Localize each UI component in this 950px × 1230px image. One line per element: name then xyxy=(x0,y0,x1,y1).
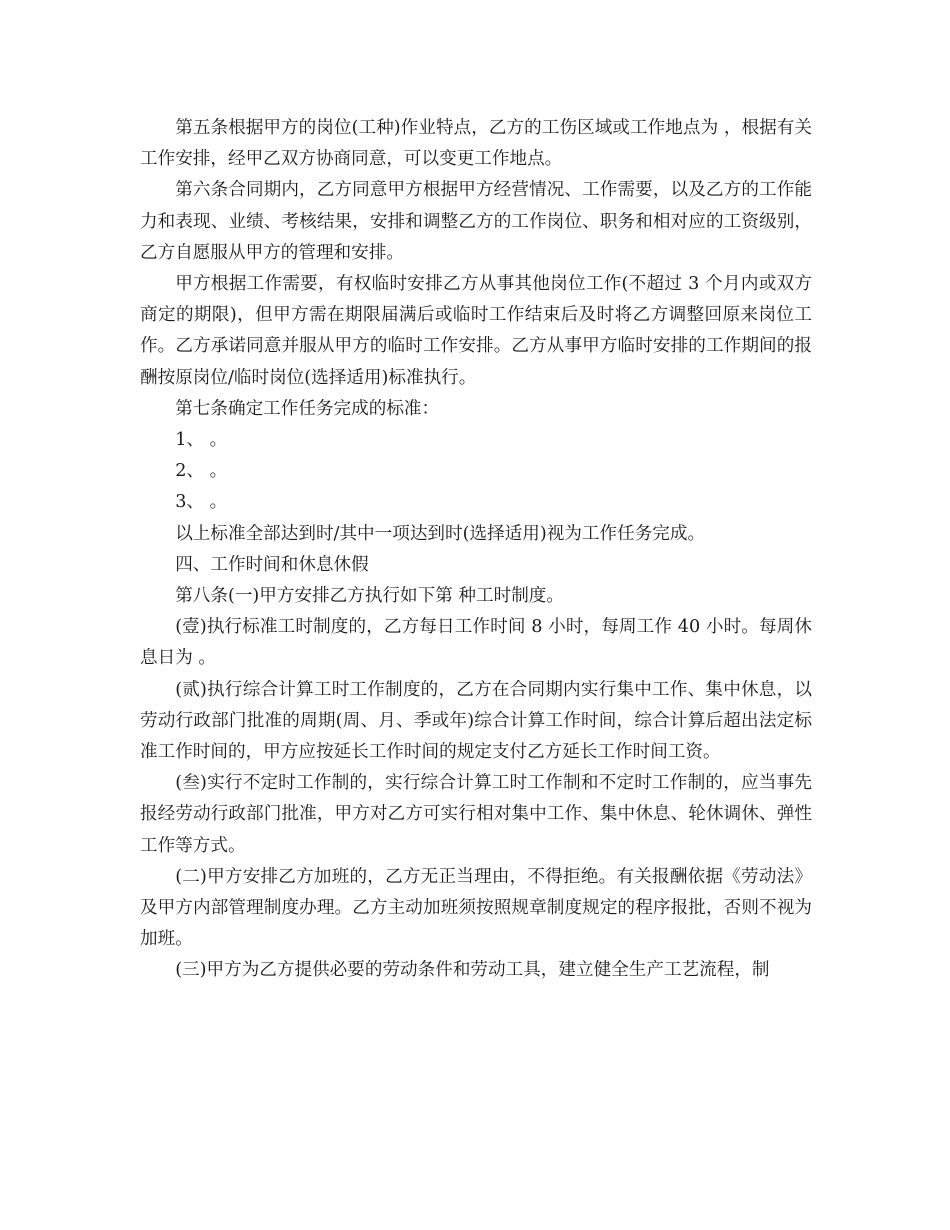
paragraph-standard-hours: (壹)执行标准工时制度的，乙方每日工作时间 8 小时，每周工作 40 小时。每周休息日为 。 xyxy=(140,617,812,669)
paragraph-comprehensive-hours: (贰)执行综合计算工时工作制度的，乙方在合同期内实行集中工作、集中休息，以劳动行政部门批准的周期(周、月、季或年)综合计算工作时间，综合计算后超出法定标准工作时间的，甲方应按延长工作时间的规定支付乙方延长工作时间工资。 xyxy=(140,679,812,763)
paragraph-article-7: 第七条确定工作任务完成的标准： xyxy=(175,398,440,419)
paragraph-article-6: 第六条合同期内，乙方同意甲方根据甲方经营情况、工作需要，以及乙方的工作能力和表现、业绩、考核结果，安排和调整乙方的工作岗位、职务和相对应的工资级别，乙方自愿服从甲方的管理和安排。 xyxy=(140,180,812,263)
list-item-standard-3: 3、 。 xyxy=(175,492,228,513)
paragraph-standards-summary: 以上标准全部达到时/其中一项达到时(选择适用)视为工作任务完成。 xyxy=(175,523,706,544)
section-heading-work-hours: 四、工作时间和休息休假 xyxy=(175,554,369,575)
contract-body-text xyxy=(140,113,812,987)
paragraph-article-8: 第八条(一)甲方安排乙方执行如下第 种工时制度。 xyxy=(175,586,564,607)
list-item-standard-2: 2、 。 xyxy=(175,461,228,482)
paragraph-overtime: (二)甲方安排乙方加班的，乙方无正当理由，不得拒绝。有关报酬依据《劳动法》及甲方内部管理制度办理。乙方主动加班须按照规章制度规定的程序报批，否则不视为加班。 xyxy=(140,866,812,950)
paragraph-working-conditions: (三)甲方为乙方提供必要的劳动条件和劳动工具，建立健全生产工艺流程，制 xyxy=(175,960,770,981)
paragraph-flexible-hours: (叁)实行不定时工作制的，实行综合计算工时工作制和不定时工作制的，应当事先报经劳动行政部门批准，甲方对乙方可实行相对集中工作、集中休息、轮休调休、弹性工作等方式。 xyxy=(140,773,812,856)
paragraph-temporary-assignment: 甲方根据工作需要，有权临时安排乙方从事其他岗位工作(不超过 3 个月内或双方商定的期限)，但甲方需在期限届满后或临时工作结束后及时将乙方调整回原来岗位工作。乙方承诺同意并服从甲方的临时工作安排。乙方从事甲方临时安排的工作期间的报酬按原岗位/临时岗位(选择适用)标准执行。 xyxy=(140,274,812,388)
list-item-standard-1: 1、 。 xyxy=(175,430,228,451)
paragraph-article-5: 第五条根据甲方的岗位(工种)作业特点，乙方的工伤区域或工作地点为 ，根据有关工作安排，经甲乙双方协商同意，可以变更工作地点。 xyxy=(140,118,812,170)
